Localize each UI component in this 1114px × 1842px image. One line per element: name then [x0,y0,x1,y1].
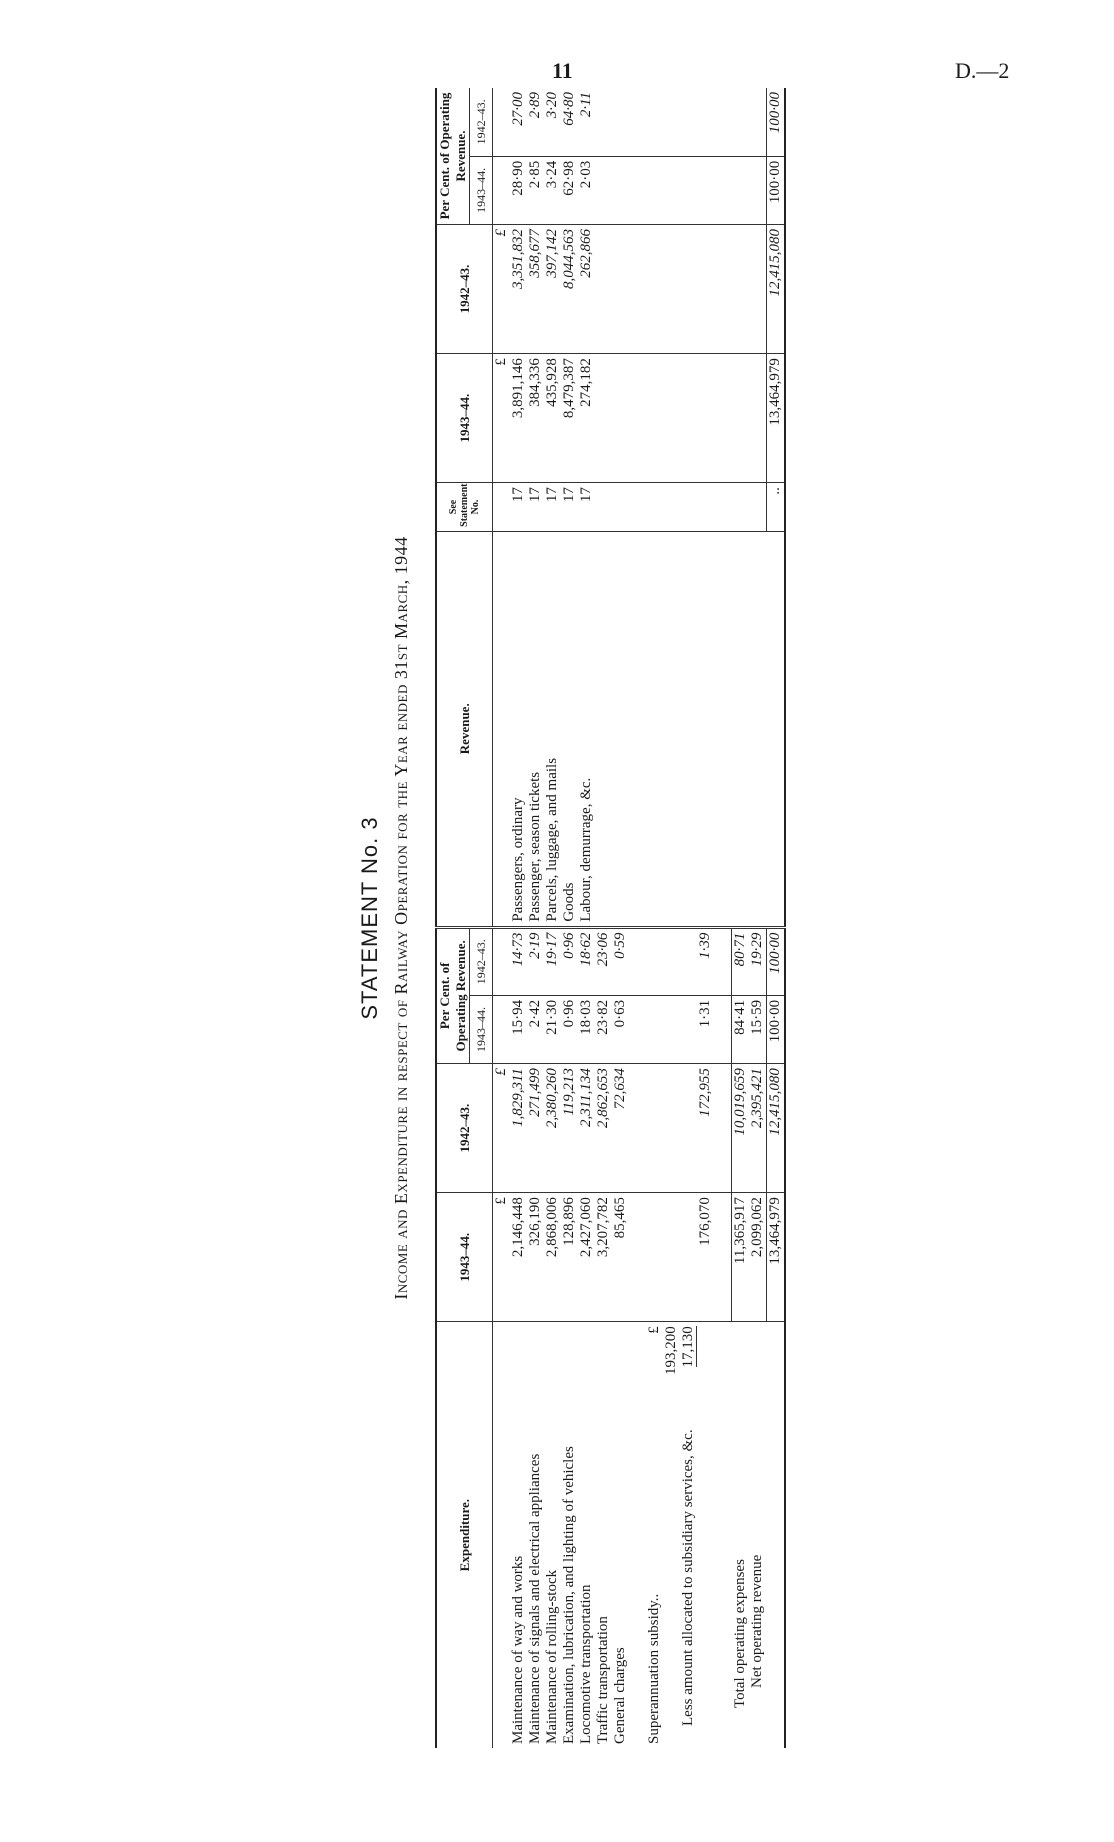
rev-value-1943-44: 384,336 [527,354,544,483]
rev-see-statement: 17 [561,483,578,532]
total-expenses-pct-1943-44: 84·41 [732,995,750,1063]
exp-value-1942-43: 2,862,653 [595,1064,612,1193]
exp-value-1943-44: 128,896 [561,1193,578,1322]
rev-pct-1943-44: 3·24 [544,156,561,224]
page-number: 11 [552,58,573,83]
rev-pct-1943-44: 2·85 [527,156,544,224]
superannuation-label: Superannuation subsidy.. [646,1593,662,1744]
rev-value-1943-44: 3,891,146 [510,354,527,483]
rev-value-1943-44: 435,928 [544,354,561,483]
table-row [595,88,612,1748]
superannuation-amount-row [663,88,680,1748]
less-allocated-row [680,88,714,1748]
rev-value-1943-44: 8,479,387 [561,354,578,483]
revenue-header: Revenue. [436,531,493,927]
exp-pct-1943-44: 0·63 [612,995,629,1063]
exp-value-1942-43: 1,829,311 [510,1064,527,1193]
exp-row-label: Maintenance of rolling-stock [544,1322,561,1748]
net-revenue-1943-44: 2,099,062 [749,1193,767,1322]
exp-pct-1943-44: 2·42 [527,995,544,1063]
grand-total-rev-pct-1942-43: 100·00 [767,88,786,156]
total-expenses-row [732,88,750,1748]
rev-row-label: Parcels, luggage, and mails [544,531,561,927]
exp-value-1942-43: 2,380,260 [544,1064,561,1193]
exp-row-label: Traffic transportation [595,1322,612,1748]
exp-pct-1942-43: 19·17 [544,927,561,995]
superannuation-amount: 193,200 [663,1326,679,1375]
document-code: D.—2 [955,58,1010,83]
grand-total-rev-pct-1943-44: 100·00 [767,156,786,224]
exp-value-1942-43: 271,499 [527,1064,544,1193]
statement-title: STATEMENT No. 3 [357,816,382,1020]
exp-value-1943-44: 85,465 [612,1193,629,1322]
rev-row-label: Goods [561,531,578,927]
rev-value-1942-43: 8,044,563 [561,224,578,353]
rev-row-label: Labour, demurrage, &c. [578,531,595,927]
grand-total-exp-1942-43: 12,415,080 [767,1064,786,1193]
exp-pct-1943-44: 15·94 [510,995,527,1063]
superannuation-pct-1942-43: 1·39 [680,927,714,995]
superannuation-pct-1943-44: 1·31 [680,995,714,1063]
table-row [544,88,561,1748]
income-expenditure-table [435,88,786,1748]
exp-pct-1942-43: 23·06 [595,927,612,995]
table-row [612,88,629,1748]
rev-pct-1942-43: 3·20 [544,92,560,119]
rev-pct-1943-44-header: 1943–44. [470,156,493,224]
rev-pct-1942-43: 27·00 [510,92,526,126]
net-revenue-row [749,88,767,1748]
rev-percent-header: Per Cent. of Operating Revenue. [436,88,470,224]
rev-see-statement: 17 [544,483,561,532]
exp-value-1943-44: 2,427,060 [578,1193,595,1322]
exp-pct-1943-44: 18·03 [578,995,595,1063]
expenditure-header: Expenditure. [436,1322,493,1748]
spacer-row [714,88,732,1748]
rev-row-label: Passenger, season tickets [527,531,544,927]
superannuation-net-1942-43: 172,955 [680,1064,714,1193]
exp-row-label: Examination, lubrication, and lighting of vehicles [561,1322,578,1748]
exp-pct-1943-44: 0·96 [561,995,578,1063]
less-allocated-amount: 17,130 [680,1326,696,1368]
statement-subtitle: Income and Expenditure in respect of Railway Operation for the Year ended 31st March, 1944 [391,536,411,1300]
exp-pct-1942-43: 18·62 [578,927,595,995]
less-allocated-label: Less amount allocated to subsidiary services, &c. [680,1429,696,1726]
exp-row-label: Maintenance of way and works [510,1322,527,1748]
exp-pct-1943-44: 21·30 [544,995,561,1063]
rev-value-1942-43: 397,142 [544,224,561,353]
net-revenue-pct-1943-44: 15·59 [749,995,767,1063]
superannuation-currency: £ [646,1326,662,1334]
grand-total-rev-1943-44: 13,464,979 [767,354,786,483]
rev-see-statement: 17 [527,483,544,532]
rev-pct-1942-43: 64·80 [561,92,577,126]
net-revenue-1942-43: 2,395,421 [749,1064,767,1193]
see-statement-header: See Statement No. [436,483,493,532]
exp-1942-43-header: 1942–43. [436,1064,493,1193]
total-expenses-1943-44: 11,365,917 [732,1193,750,1322]
exp-pct-1943-44: 23·82 [595,995,612,1063]
grand-total-exp-1943-44: 13,464,979 [767,1193,786,1322]
superannuation-row [646,88,663,1748]
rev-value-1943-44: 274,182 [578,354,595,483]
grand-total-see-statement: .. [767,483,786,532]
table-row [578,88,595,1748]
currency-symbol: £ [493,354,511,483]
exp-pct-1942-43: 2·19 [527,927,544,995]
exp-value-1943-44: 2,146,448 [510,1193,527,1322]
rev-see-statement: 17 [578,483,595,532]
rev-pct-1943-44: 28·90 [510,156,527,224]
exp-pct-1942-43: 14·73 [510,927,527,995]
net-revenue-pct-1942-43: 19·29 [749,927,767,995]
exp-row-label: Locomotive transportation [578,1322,595,1748]
currency-symbol: £ [493,224,511,353]
exp-pct-1942-43: 0·96 [561,927,578,995]
grand-total-exp-pct-1942-43: 100·00 [767,927,786,995]
currency-symbol: £ [493,1193,511,1322]
net-revenue-label: Net operating revenue [749,1322,767,1748]
rev-value-1942-43: 3,351,832 [510,224,527,353]
exp-value-1942-43: 2,311,134 [578,1064,595,1193]
rev-pct-1942-43: 2·11 [578,92,594,118]
statement-rotated-block [357,88,812,1748]
rev-1943-44-header: 1943–44. [436,354,493,483]
rev-row-label: Passengers, ordinary [510,531,527,927]
exp-pct-1943-44-header: 1943–44. [470,995,493,1063]
superannuation-net-1943-44: 176,070 [680,1193,714,1322]
grand-total-exp-pct-1943-44: 100·00 [767,995,786,1063]
grand-total-rev-1942-43: 12,415,080 [767,224,786,353]
exp-value-1943-44: 326,190 [527,1193,544,1322]
total-expenses-label: Total operating expenses [732,1322,750,1748]
rev-see-statement: 17 [510,483,527,532]
rev-value-1942-43: 262,866 [578,224,595,353]
rev-pct-1943-44: 2·03 [578,156,595,224]
rev-value-1942-43: 358,677 [527,224,544,353]
rev-pct-1942-43: 2·89 [527,92,543,119]
rev-pct-1942-43-header: 1942–43. [470,88,493,156]
exp-row-label: General charges [612,1322,629,1748]
exp-percent-header: Per Cent. of Operating Revenue. [436,927,470,1063]
rev-pct-1943-44: 62·98 [561,156,578,224]
exp-value-1942-43: 72,634 [612,1064,629,1193]
exp-pct-1942-43: 0·59 [612,927,629,995]
total-expenses-1942-43: 10,019,659 [732,1064,750,1193]
exp-row-label: Maintenance of signals and electrical appliances [527,1322,544,1748]
exp-pct-1942-43-header: 1942–43. [470,927,493,995]
currency-symbol: £ [493,1064,511,1193]
exp-value-1943-44: 3,207,782 [595,1193,612,1322]
table-row [527,88,544,1748]
table-row [561,88,578,1748]
table-row [510,88,527,1748]
exp-value-1942-43: 119,213 [561,1064,578,1193]
total-expenses-pct-1942-43: 80·71 [732,927,750,995]
spacer-row [629,88,646,1748]
currency-row [493,88,511,1748]
grand-total-row [767,88,786,1748]
exp-value-1943-44: 2,868,006 [544,1193,561,1322]
exp-1943-44-header: 1943–44. [436,1193,493,1322]
rev-1942-43-header: 1942–43. [436,224,493,353]
